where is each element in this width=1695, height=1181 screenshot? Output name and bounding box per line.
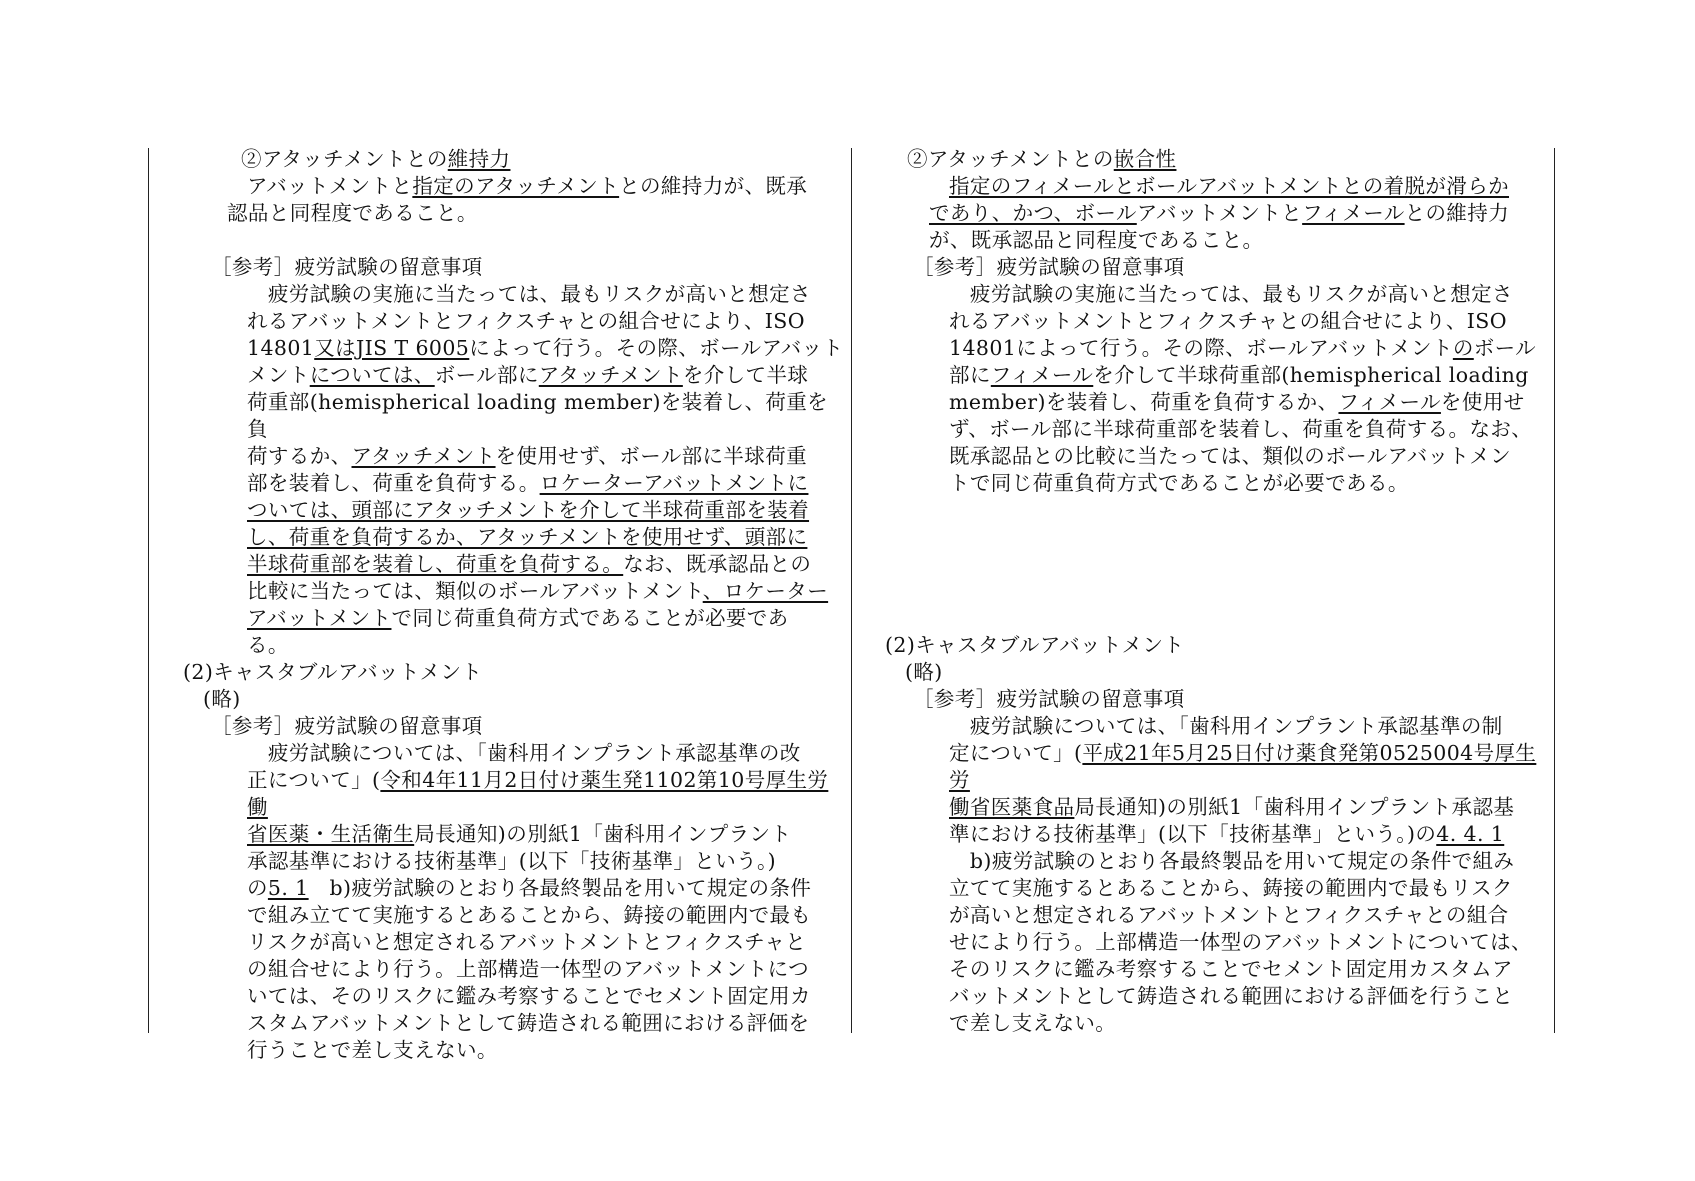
left-ref1-line: 部を装着し、荷重を負荷する。ロケーターアバットメントに: [247, 471, 809, 495]
right-margin-rule: [1554, 148, 1555, 1033]
right-ref2-line: そのリスクに鑑み考察することでセメント固定用カスタムア: [949, 957, 1513, 981]
left-sec2-omitted: (略): [203, 687, 241, 711]
right-ref1-heading: ［参考］疲労試験の留意事項: [913, 255, 1185, 279]
right-item2-line: が、既承認品と同程度であること。: [929, 228, 1264, 252]
left-ref1-line: れるアバットメントとフィクスチャとの組合せにより、ISO: [247, 309, 805, 333]
left-item2-heading: ②アタッチメントとの維持力: [241, 147, 511, 171]
right-ref2-line: 立てて実施するとあることから、鋳接の範囲内で最もリスク: [949, 876, 1513, 900]
right-ref2-line: 準における技術基準」(以下「技術基準」という。)の4. 4. 1: [949, 822, 1505, 846]
left-item2-line: アバットメントと指定のアタッチメントとの維持力が、既承: [247, 174, 808, 198]
left-ref2-line: 行うことで差し支えない。: [247, 1038, 498, 1062]
right-ref2-line: せにより行う。上部構造一体型のアバットメントについては、: [949, 930, 1532, 954]
left-column: [185, 146, 845, 1064]
left-ref2-line: 省医薬・生活衛生局長通知)の別紙1「歯科用インプラント: [247, 822, 792, 846]
left-ref2-body: [185, 740, 845, 1064]
right-ref1-line: 疲労試験の実施に当たっては、最もリスクが高いと想定さ: [949, 282, 1513, 306]
left-sec2-heading: (2)キャスタブルアバットメント: [183, 660, 483, 684]
left-margin-rule: [148, 148, 149, 1033]
right-ref2-line: 働省医薬食品局長通知)の別紙1「歯科用インプラント承認基: [949, 795, 1515, 819]
left-ref2-heading: ［参考］疲労試験の留意事項: [211, 714, 483, 738]
right-item2-line: 指定のフィメールとボールアバットメントとの着脱が滑らか: [949, 174, 1509, 198]
right-ref1-line: トで同じ荷重負荷方式であることが必要である。: [949, 471, 1409, 495]
left-ref1-line: アバットメントで同じ荷重負荷方式であることが必要であ: [247, 606, 789, 630]
left-ref1-line: 荷重部(hemispherical loading member)を装着し、荷重を負: [247, 390, 829, 441]
left-ref1-line: る。: [247, 633, 289, 657]
right-ref2-line: 疲労試験については、「歯科用インプラント承認基準の制: [949, 714, 1503, 738]
left-ref2-line: いては、そのリスクに鑑み考察することでセメント固定用カ: [247, 984, 811, 1008]
right-sec2-heading: (2)キャスタブルアバットメント: [885, 633, 1185, 657]
left-ref2-line: 疲労試験については、「歯科用インプラント承認基準の改: [247, 741, 801, 765]
right-column: [887, 146, 1547, 1037]
right-ref1-line: れるアバットメントとフィクスチャとの組合せにより、ISO: [949, 309, 1507, 333]
right-ref2-heading: ［参考］疲労試験の留意事項: [913, 687, 1185, 711]
left-ref1-heading: ［参考］疲労試験の留意事項: [211, 255, 483, 279]
right-item2-line: であり、かつ、ボールアバットメントとフィメールとの維持力: [929, 201, 1510, 225]
left-ref2-line: スタムアバットメントとして鋳造される範囲における評価を: [247, 1011, 810, 1035]
left-ref1-line: 半球荷重部を装着し、荷重を負荷する。なお、既承認品との: [247, 552, 812, 576]
left-ref2-line: 正について」(令和4年11月2日付け薬生発1102第10号厚生労働: [247, 768, 829, 819]
left-ref1-line: し、荷重を負荷するか、アタッチメントを使用せず、頭部に: [247, 525, 808, 549]
left-ref1-line: メントについては、ボール部にアタッチメントを介して半球: [247, 363, 809, 387]
right-ref2-line: 定について」(平成21年5月25日付け薬食発第0525004号厚生労: [949, 741, 1537, 792]
right-ref2-line: バットメントとして鋳造される範囲における評価を行うこと: [949, 984, 1514, 1008]
right-ref1-line: 既承認品との比較に当たっては、類似のボールアバットメン: [949, 444, 1512, 468]
left-ref1-line: ついては、頭部にアタッチメントを介して半球荷重部を装着: [247, 498, 810, 522]
left-ref1-line: 比較に当たっては、類似のボールアバットメント、ロケーター: [247, 579, 829, 603]
right-ref2-line: が高いと想定されるアバットメントとフィクスチャとの組合: [949, 903, 1509, 927]
left-ref2-line: 承認基準における技術基準」(以下「技術基準」という。): [247, 849, 777, 873]
right-ref2-line: b)疲労試験のとおり各最終製品を用いて規定の条件で組み: [949, 849, 1515, 873]
center-divider-rule: [851, 148, 852, 1033]
right-ref1-line: 14801によって行う。その際、ボールアバットメントのボール: [949, 336, 1537, 360]
left-ref2-line: で組み立てて実施するとあることから、鋳接の範囲内で最も: [247, 903, 812, 927]
right-ref1-body: [887, 281, 1547, 497]
right-ref1-line: 部にフィメールを介して半球荷重部(hemispherical loading: [949, 363, 1529, 387]
left-ref1-line: 疲労試験の実施に当たっては、最もリスクが高いと想定さ: [247, 282, 811, 306]
left-ref1-line: 荷するか、アタッチメントを使用せず、ボール部に半球荷重: [247, 444, 807, 468]
right-ref2-body: [887, 713, 1547, 1037]
left-ref1-body: [185, 281, 845, 659]
left-ref1-line: 14801又はJIS T 6005によって行う。その際、ボールアバット: [247, 336, 844, 360]
right-ref1-line: member)を装着し、荷重を負荷するか、フィメールを使用せ: [949, 390, 1525, 414]
right-item2-heading: ②アタッチメントとの嵌合性: [907, 147, 1177, 171]
right-sec2-omitted: (略): [905, 660, 943, 684]
left-ref2-line: の組合せにより行う。上部構造一体型のアバットメントにつ: [247, 957, 810, 981]
left-item2-line: 認品と同程度であること。: [227, 201, 478, 225]
left-ref2-line: リスクが高いと想定されるアバットメントとフィクスチャと: [247, 930, 807, 954]
right-ref2-line: で差し支えない。: [949, 1011, 1117, 1035]
left-ref2-line: の5. 1 b)疲労試験のとおり各最終製品を用いて規定の条件: [247, 876, 812, 900]
right-ref1-line: ず、ボール部に半球荷重部を装着し、荷重を負荷する。なお、: [949, 417, 1533, 441]
